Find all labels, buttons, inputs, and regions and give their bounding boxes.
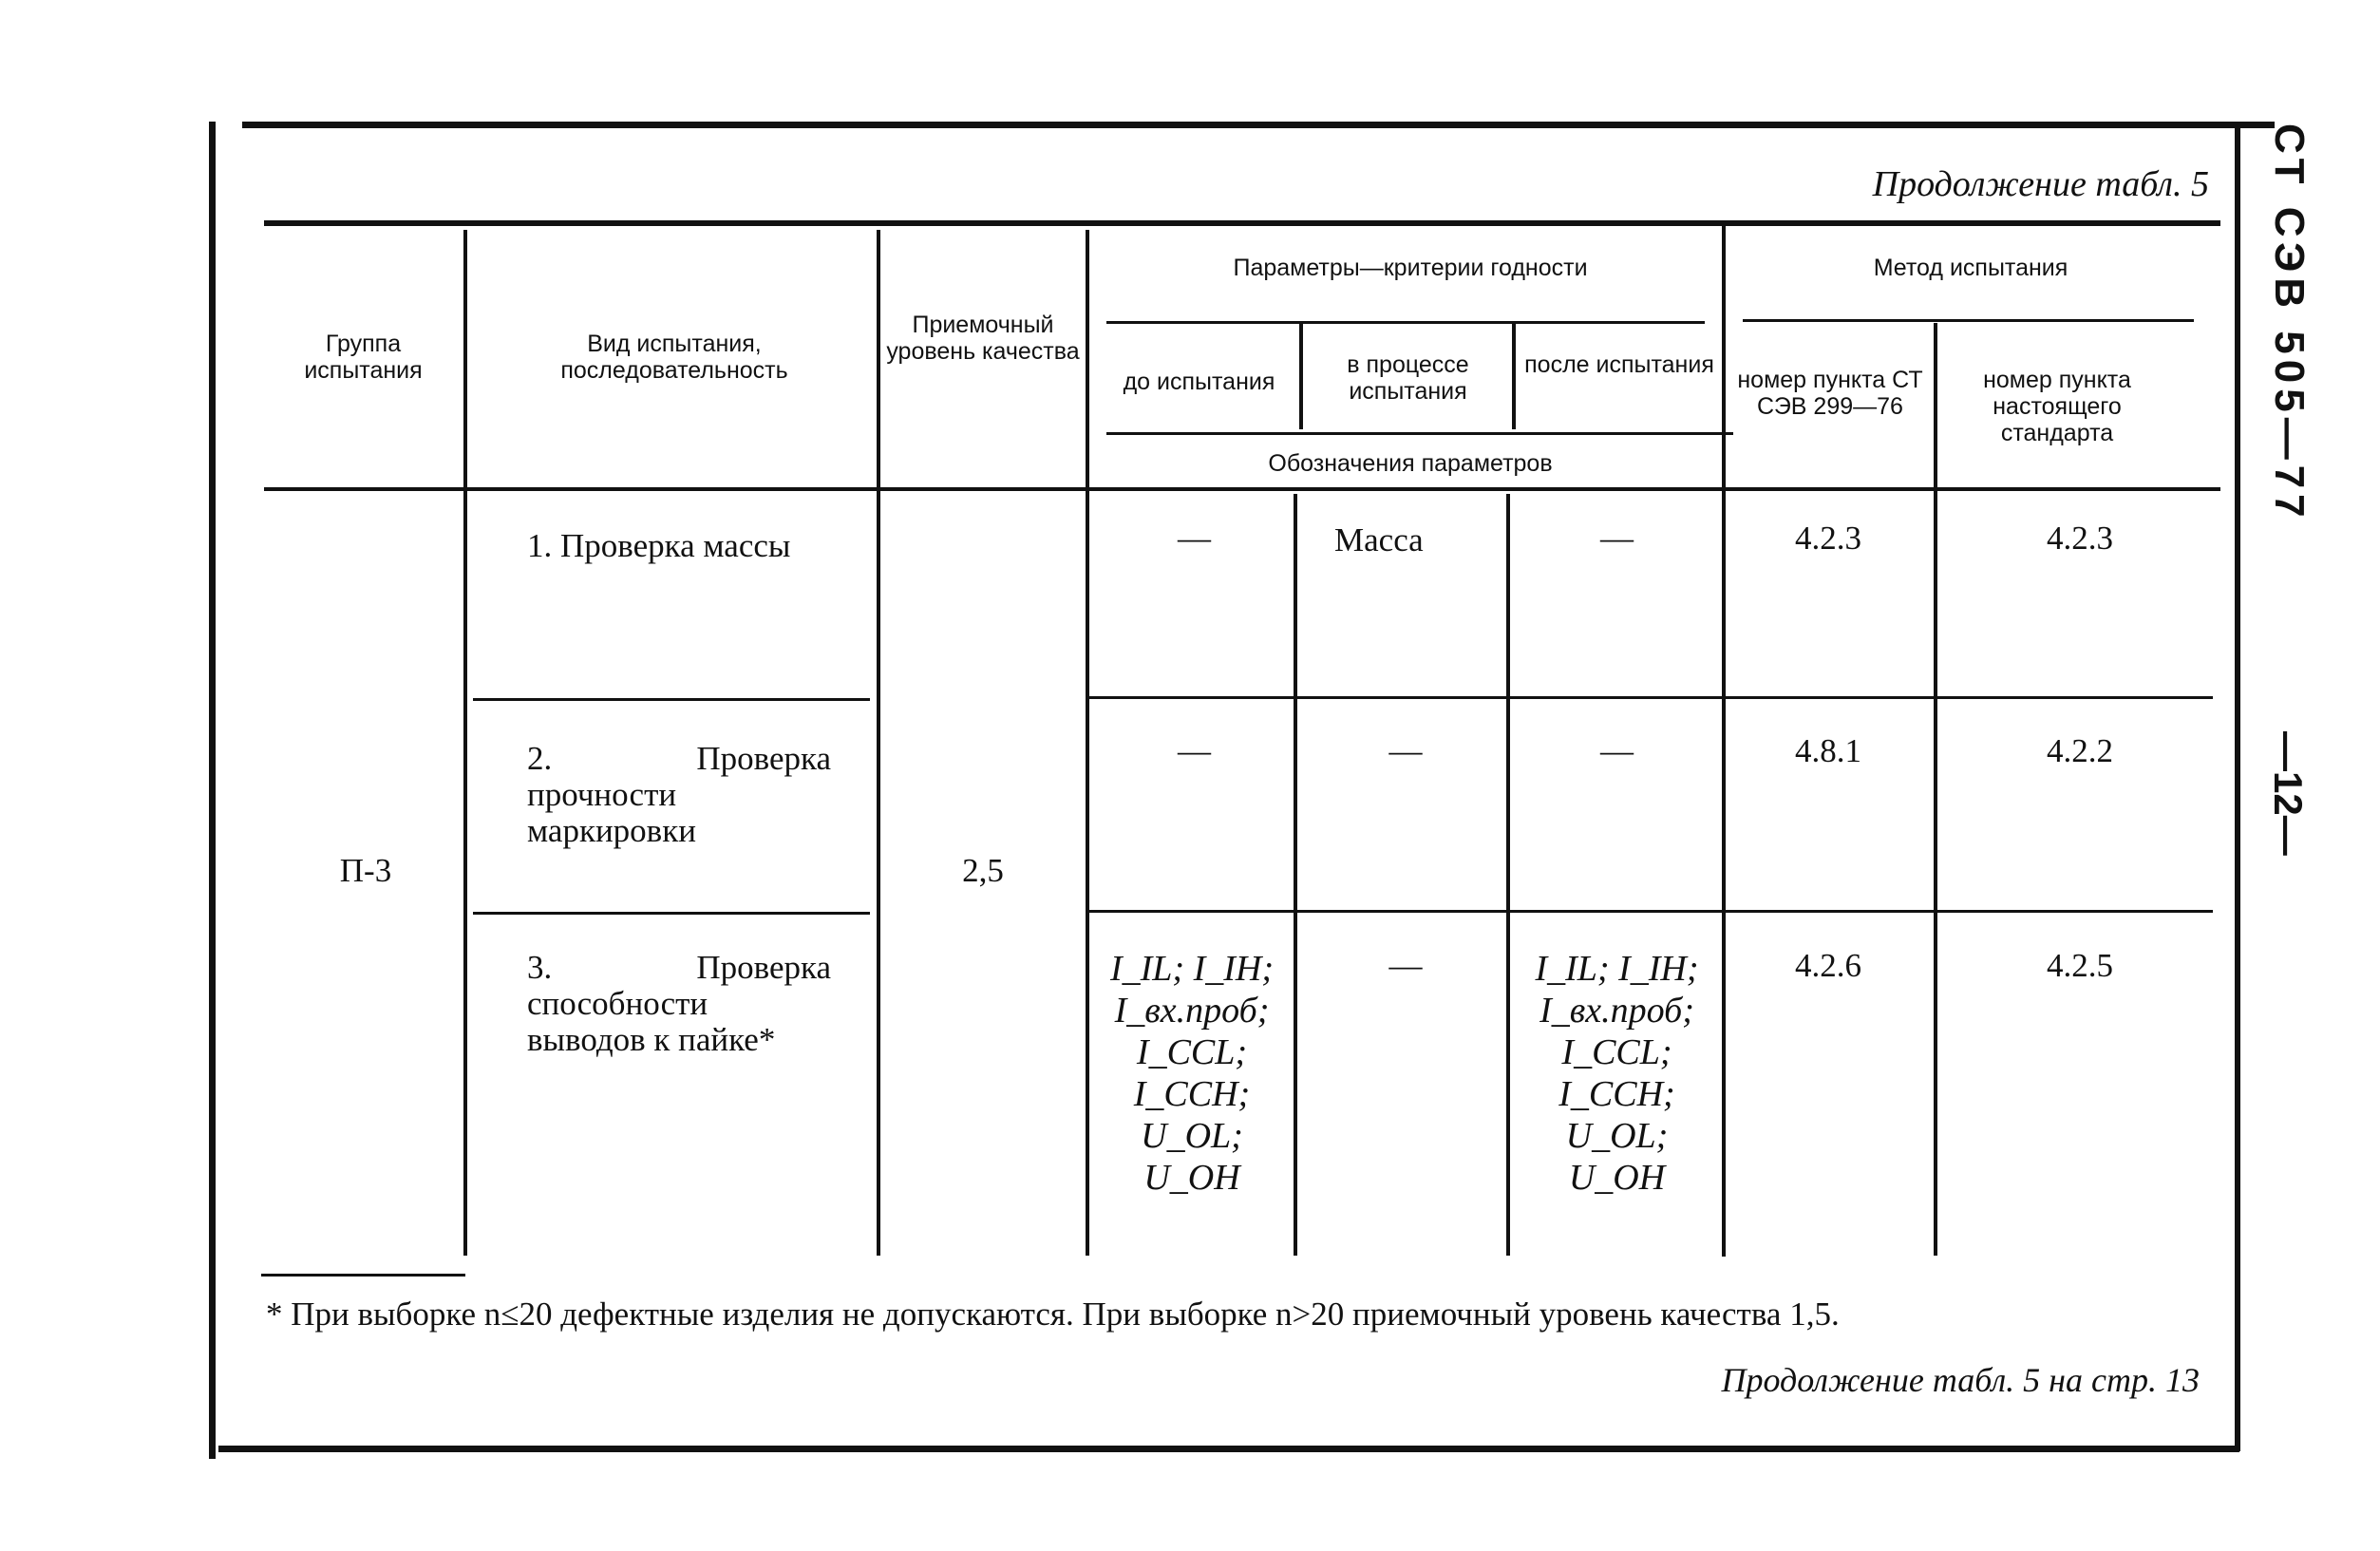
row3-test: 3. Проверка способности выводов к пайке* — [527, 949, 831, 1058]
row1-sev: 4.2.3 — [1795, 520, 1861, 557]
row1-test: 1. Проверка массы — [527, 527, 791, 564]
row1-during: Масса — [1334, 521, 1424, 558]
acceptance-value: 2,5 — [962, 852, 1004, 889]
row2-during: — — [1388, 732, 1423, 769]
row2-rule-params — [1087, 910, 2213, 913]
continuation-bottom: Продолжение табл. 5 на стр. 13 — [1721, 1361, 2200, 1399]
col-divider-4 — [1294, 494, 1297, 1256]
row2-rule-test — [473, 912, 870, 915]
header-params-before: до испытания — [1123, 369, 1275, 395]
col-divider-3 — [1086, 230, 1089, 1256]
header-params-designation: Обозначения параметров — [1268, 450, 1553, 477]
row3-this: 4.2.5 — [2047, 947, 2113, 984]
header-params-during: в процессе испытания — [1347, 351, 1469, 405]
header-test-type: Вид испытания, последовательность — [560, 331, 788, 384]
row1-rule-params — [1087, 696, 2213, 699]
row2-test: 2. Проверка прочности маркировки — [527, 740, 831, 849]
params-subheader-rule — [1106, 432, 1733, 435]
col-divider-4-header — [1299, 323, 1303, 429]
col-divider-7 — [1934, 323, 1937, 1256]
row2-after: — — [1600, 732, 1634, 769]
row1-after: — — [1600, 520, 1634, 557]
header-bottom-rule — [264, 487, 2220, 491]
method-header-rule — [1743, 319, 2194, 322]
frame-right-border — [2235, 122, 2240, 1451]
continuation-top: Продолжение табл. 5 — [1872, 164, 2209, 204]
row2-before: — — [1178, 732, 1211, 769]
params-header-rule — [1106, 321, 1705, 324]
row1-rule-test — [473, 698, 870, 701]
header-method-sev: номер пункта СТ СЭВ 299—76 — [1737, 367, 1923, 420]
footnote: * При выборке n≤20 дефектные изделия не допускаются. При выборке n>20 приемочный уровень качества 1,5. — [266, 1296, 1840, 1333]
header-method-this: номер пункта настоящего стандарта — [1983, 367, 2131, 446]
group-value: П-3 — [339, 852, 392, 889]
frame-bottom-border — [218, 1446, 2239, 1452]
frame-left-border — [209, 122, 216, 1459]
footnote-separator — [261, 1274, 465, 1277]
header-params-after: после испытания — [1524, 351, 1714, 378]
row1-this: 4.2.3 — [2047, 520, 2113, 557]
row3-during: — — [1388, 947, 1423, 984]
col-divider-6 — [1722, 226, 1726, 1257]
header-group: Группа испытания — [304, 331, 423, 384]
header-params: Параметры—критерии годности — [1233, 255, 1588, 281]
header-acceptance-level: Приемочный уровень качества — [886, 312, 1080, 365]
standard-code: СТ СЭВ 505—77 — [2266, 123, 2313, 523]
col-divider-2 — [877, 230, 880, 1256]
row3-before: I_IL; I_IH; I_вх.проб; I_CCL; I_CCH; U_OL; U_OH — [1109, 949, 1274, 1198]
table-top-rule — [264, 220, 2220, 226]
header-method: Метод испытания — [1873, 255, 2068, 281]
row3-after: I_IL; I_IH; I_вх.проб; I_CCL; I_CCH; U_OL; U_OH — [1535, 949, 1699, 1198]
frame-top-border — [242, 122, 2275, 128]
page-number: —12— — [2266, 731, 2311, 856]
row1-before: — — [1178, 520, 1211, 557]
row3-sev: 4.2.6 — [1795, 947, 1861, 984]
col-divider-5 — [1506, 494, 1510, 1256]
col-divider-5-header — [1512, 323, 1516, 429]
row2-sev: 4.8.1 — [1795, 732, 1861, 769]
row2-this: 4.2.2 — [2047, 732, 2113, 769]
col-divider-1 — [463, 230, 467, 1256]
